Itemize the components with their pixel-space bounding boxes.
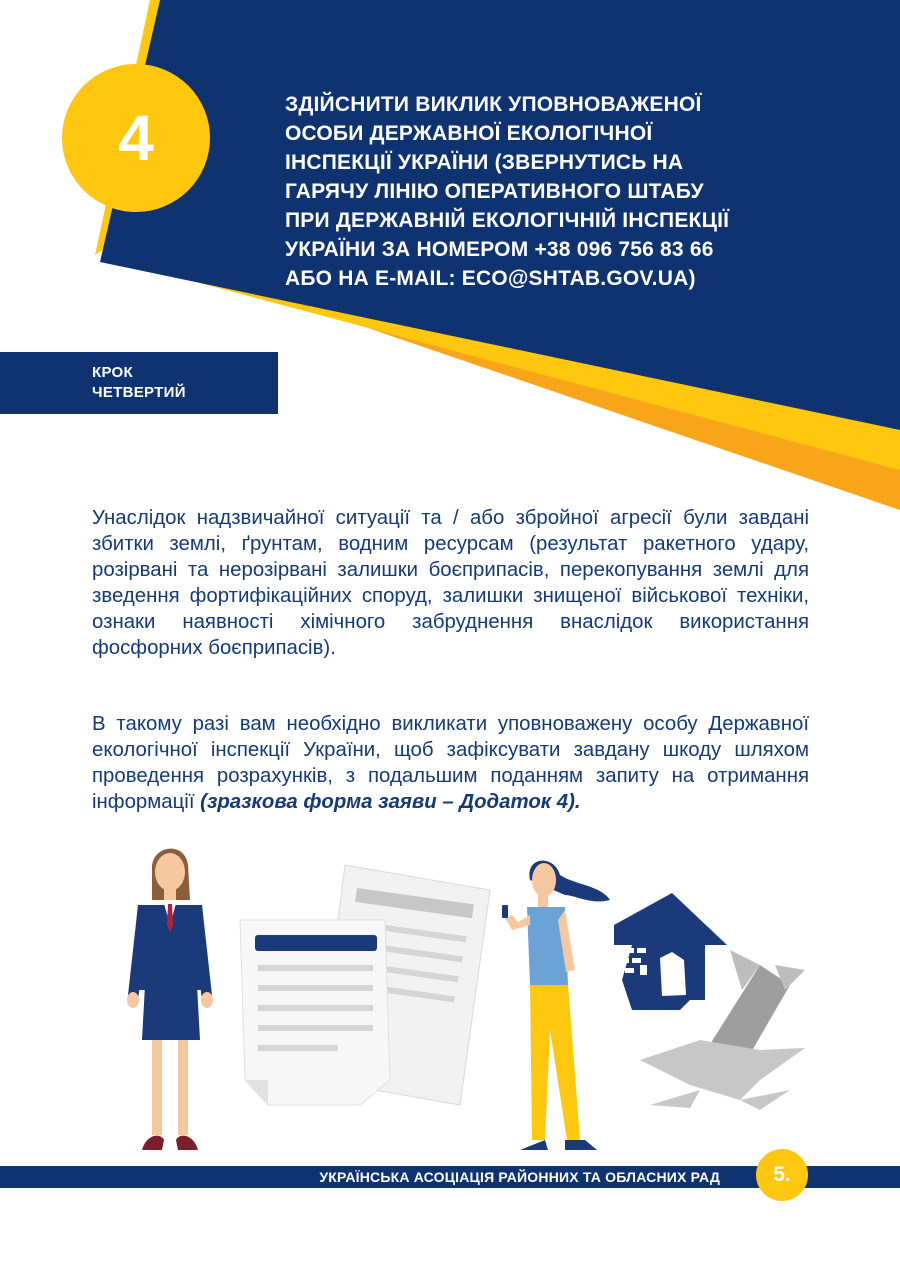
appendix-reference: (зразкова форма заяви – Додаток 4). (200, 791, 581, 813)
body-paragraph-1: Унаслідок надзвичайної ситуації та / або збройної агресії були завдані збитки землі, ґрунтам, водним ресурсам (результат ракетного удару, розірвані та нерозірвані залишки боєприпасів, перекопування землі для зведення фортифікаційних споруд, залишки знищеної військової техніки, ознаки наявності хімічного забруднення внаслідок використання фосфорних боєприпасів). (92, 507, 809, 659)
step-title-line: ЗДІЙСНИТИ ВИКЛИК УПОВНОВАЖЕНОЇ (285, 93, 702, 116)
step-number-badge: 4 (62, 64, 210, 212)
woman-with-phone-icon (502, 861, 610, 1150)
step-title-line: ОСОБИ ДЕРЖАВНОЇ ЕКОЛОГІЧНОЇ (285, 122, 653, 145)
step-label-line2: ЧЕТВЕРТИЙ (92, 384, 186, 401)
body-paragraph-2-text: В такому разі вам необхідно викликати уповноважену особу Державної екологічної інспекції України, щоб зафіксувати завдану шкоду шляхом проведення розрахунків, з подальшим поданням запиту на отримання інформації (92, 713, 809, 813)
footer-organization: УКРАЇНСЬКА АСОЦІАЦІЯ РАЙОННИХ ТА ОБЛАСНИХ РАД (319, 1169, 720, 1185)
illustration-area (0, 830, 900, 1160)
step-label-box (0, 352, 278, 414)
step-title-line: ПРИ ДЕРЖАВНІЙ ЕКОЛОГІЧНІЙ ІНСПЕКЦІЇ (285, 209, 730, 232)
step-title-line: ІНСПЕКЦІЇ УКРАЇНИ (ЗВЕРНУТИСЬ НА (285, 151, 684, 174)
destroyed-house-icon (614, 893, 727, 1010)
documents-icon (240, 865, 490, 1105)
body-paragraph-2 (92, 711, 809, 815)
step-title-line: АБО НА E-MAIL: ECO@SHTAB.GOV.UA) (285, 267, 696, 290)
step-title-line: ГАРЯЧУ ЛІНІЮ ОПЕРАТИВНОГО ШТАБУ (285, 180, 704, 203)
page-number-badge: 5. (756, 1149, 808, 1201)
step-title-line: УКРАЇНИ ЗА НОМЕРОМ +38 096 756 83 66 (285, 238, 714, 261)
step-label-line1: КРОК (92, 364, 133, 381)
step-title (285, 90, 875, 293)
inspector-woman-icon (127, 849, 213, 1150)
